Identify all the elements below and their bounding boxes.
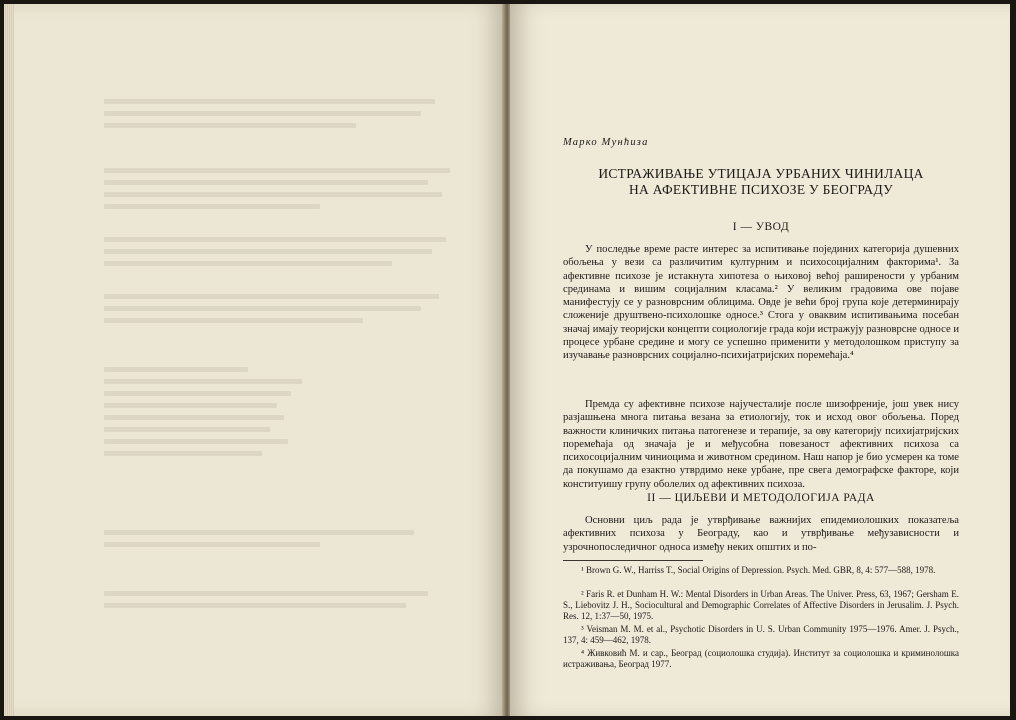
section-heading-goals: II — ЦИЉЕВИ И МЕТОДОЛОГИЈА РАДА: [647, 492, 875, 504]
page-edge: [4, 4, 14, 716]
footnote-rule: [563, 560, 703, 561]
bleed-through-text: [104, 92, 464, 615]
footnote-1: ¹ Brown G. W., Harriss T., Social Origins of Depression. Psych. Med. GBR, 8, 4: 577—588, 1978.: [581, 565, 936, 575]
paragraph-3: Основни циљ рада је утврђивање важнијих епидемиолошких показатеља афективних психоза у Београду, као и утврђивање међузависности и узрочнопоследичног односа између неких општих и по-: [563, 515, 959, 553]
author-name: Марко Мунћиза: [563, 137, 649, 148]
section-heading-intro: I — УВОД: [732, 221, 790, 233]
left-page: [4, 4, 504, 716]
footnote-4: ⁴ Живковић М. и сар., Београд (социолошка студија). Институт за социолошка и криминолошка истраживања, Београд 1977.: [563, 648, 959, 669]
footnote-2: ² Faris R. et Dunham H. W.: Mental Disorders in Urban Areas. The Univer. Press, 63, 1967; Gersham E. S., Liebovitz J. H., Sociocultural and Demographic Correlates of Affective Disorders in Jerusalim. J. Psych. Res. 12, 1:37—50, 1975.: [563, 589, 959, 621]
title-line-2: НА АФЕКТИВНЕ ПСИХОЗЕ У БЕОГРАДУ: [628, 182, 893, 197]
title-line-1: ИСТРАЖИВАЊЕ УТИЦАЈА УРБАНИХ ЧИНИЛАЦА: [598, 166, 924, 181]
paragraph-2: Премда су афективне психозе најучесталије после шизофреније, још увек нису разјашњена многа питања везана за етиологију, ток и исход овог обољења. Поред важности клиничких питања патогенезе и терапије, за ову категорију психијатријских поремећаја од значаја је и међусобна повезаност афективних психоза са психосоцијалним чиниоцима и животном средином. Наш напор је био усмерен ка томе да покушамо да езактно утврдимо неке урбане, пре свега демографске факторе, који конституишу групу оболелих од афективних психоза.: [563, 399, 959, 490]
footnote-3: ³ Veisman M. M. et al., Psychotic Disorders in U. S. Urban Community 1975—1976. Amer. J. Psych., 137, 4: 459—462, 1978.: [563, 624, 959, 645]
paragraph-1: У последње време расте интерес за испитивање појединих категорија душевних обољења у вези са различитим културним и психосоцијалним факторима¹. За афективне психозе је истакнута хипотеза о њиховој већој раширености у урбаним срединама и вишим социјалним класама.² У великим градовима ове појаве манифестују се у разноврсним облицима. Овде је већи број група које детерминирају сложеније друштвено-психолошке односе.³ Стога у оваквим испитивањима посебан значај имају теоријски концепти социологије града који истражују разноврсне односе и процесе урбане средине и могу се успешно применити у методолошком приступу за изучавање разноврсних социјално-психијатријских поремећаја.⁴: [563, 244, 959, 362]
article-title: [563, 166, 959, 198]
